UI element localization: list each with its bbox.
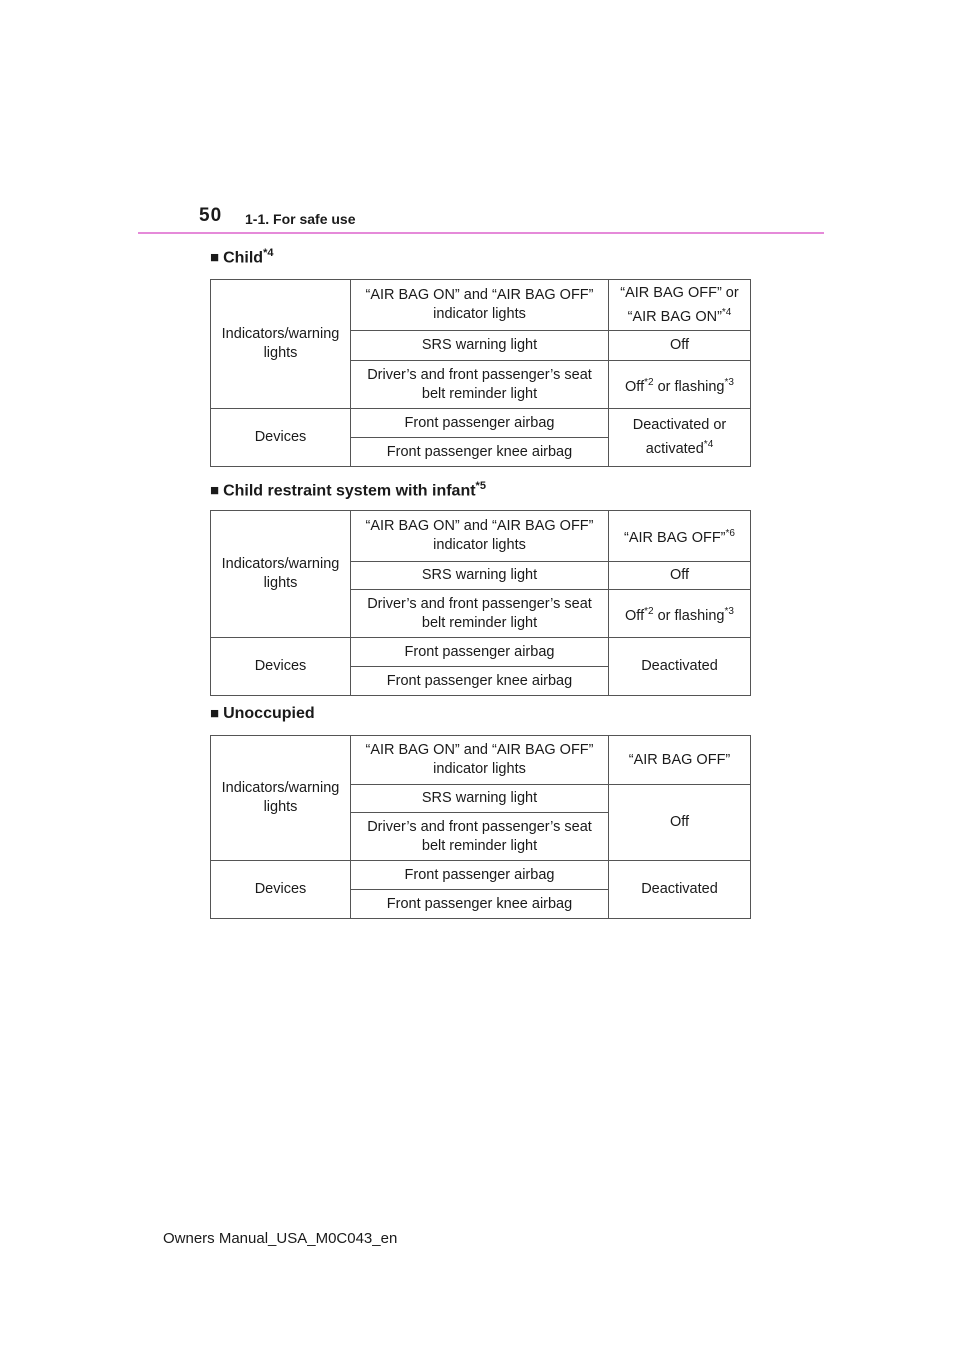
knee-airbag-cell: Front passenger knee airbag — [351, 890, 609, 919]
indicator-lights-status: “AIR BAG OFF”$^{*6}$ — [609, 511, 751, 562]
child-table — [210, 279, 751, 467]
indicator-lights-status: “AIR BAG OFF” or “AIR BAG ON”$^{*4}$ — [609, 280, 751, 331]
indicator-lights-cell: “AIR BAG ON” and “AIR BAG OFF” indicator lights — [351, 511, 609, 562]
srs-status: Off — [609, 331, 751, 361]
knee-airbag-cell: Front passenger knee airbag — [351, 667, 609, 696]
indicators-label: Indicators/warning lights — [211, 280, 351, 409]
devices-status: Deactivated — [609, 861, 751, 919]
header-divider — [138, 232, 824, 234]
square-bullet-icon: ■ — [210, 705, 220, 722]
belt-reminder-cell: Driver’s and front passenger’s seat belt reminder light — [351, 813, 609, 861]
belt-status: Off$^{*2}$ or flashing$^{*3}$ — [609, 361, 751, 409]
indicator-lights-status: “AIR BAG OFF” — [609, 736, 751, 785]
indicators-label: Indicators/warning lights — [211, 511, 351, 638]
devices-label: Devices — [211, 638, 351, 696]
square-bullet-icon: ■ — [210, 249, 220, 267]
indicator-lights-cell: “AIR BAG ON” and “AIR BAG OFF” indicator lights — [351, 736, 609, 785]
devices-label: Devices — [211, 861, 351, 919]
knee-airbag-cell: Front passenger knee airbag — [351, 438, 609, 467]
page-number: 50 — [199, 205, 223, 226]
section-title-infant: ■ Child restraint system with infant$^{*5}$ — [210, 480, 486, 500]
belt-reminder-cell: Driver’s and front passenger’s seat belt reminder light — [351, 361, 609, 409]
indicator-lights-cell: “AIR BAG ON” and “AIR BAG OFF” indicator lights — [351, 280, 609, 331]
infant-table — [210, 510, 751, 696]
footer-text: Owners Manual_USA_M0C043_en — [163, 1230, 398, 1247]
srs-light-cell: SRS warning light — [351, 785, 609, 813]
devices-status: Deactivated — [609, 638, 751, 696]
front-airbag-cell: Front passenger airbag — [351, 409, 609, 438]
indicators-label: Indicators/warning lights — [211, 736, 351, 861]
devices-label: Devices — [211, 409, 351, 467]
srs-status: Off — [609, 562, 751, 590]
devices-status: Deactivated or activated$^{*4}$ — [609, 409, 751, 467]
chapter-title: 1-1. For safe use — [245, 211, 356, 227]
belt-status: Off$^{*2}$ or flashing$^{*3}$ — [609, 590, 751, 638]
srs-light-cell: SRS warning light — [351, 331, 609, 361]
square-bullet-icon: ■ — [210, 482, 220, 500]
section-title-unoccupied: ■ Unoccupied — [210, 705, 315, 722]
unoccupied-table — [210, 735, 751, 919]
srs-light-cell: SRS warning light — [351, 562, 609, 590]
belt-reminder-cell: Driver’s and front passenger’s seat belt reminder light — [351, 590, 609, 638]
srs-belt-status: Off — [609, 785, 751, 861]
section-title-child: ■ Child$^{*4}$ — [210, 247, 274, 267]
front-airbag-cell: Front passenger airbag — [351, 861, 609, 890]
front-airbag-cell: Front passenger airbag — [351, 638, 609, 667]
